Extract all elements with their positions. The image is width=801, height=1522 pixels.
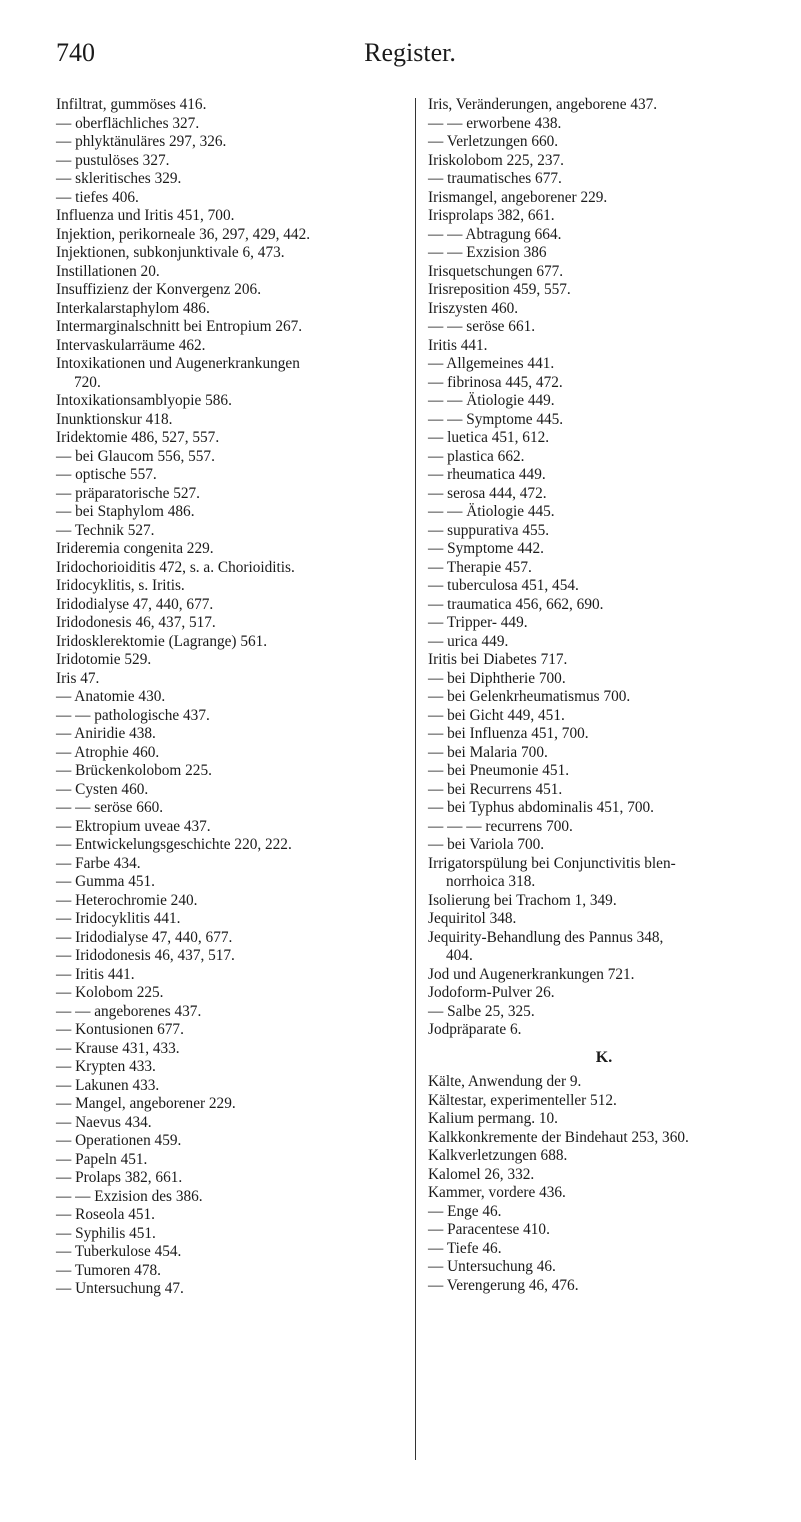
index-entry (428, 966, 780, 985)
entry-text: Iridotomie 529. (56, 651, 152, 668)
index-entry (428, 263, 780, 282)
entry-text: — präparatorische 527. (56, 484, 200, 502)
entry-text: — bei Variola 700. (428, 836, 545, 853)
entry-text: — urica 449. (428, 632, 509, 650)
entry-text: — luetica 451, 612. (428, 429, 550, 446)
entry-text: — traumatica 456, 662, 690. (428, 595, 604, 613)
entry-text: Injektionen, subkonjunktivale 6, 473. (56, 244, 285, 261)
entry-text: — Krause 431, 433. (56, 1039, 180, 1057)
index-entry (56, 355, 408, 392)
index-entry (428, 1166, 780, 1185)
index-entry (56, 1003, 408, 1022)
entry-text: — Prolaps 382, 661. (56, 1169, 183, 1186)
entry-text: — bei Pneumonie 451. (428, 762, 570, 779)
entry-text: — — Ätiologie 445. (428, 503, 555, 520)
entry-text: — Aniridie 438. (56, 725, 156, 742)
index-entry (428, 762, 780, 781)
entry-text: — oberflächliches 327. (56, 114, 200, 132)
index-entry (428, 818, 780, 837)
entry-text: — plastica 662. (428, 447, 525, 465)
index-entry (428, 1203, 780, 1222)
index-entry (428, 1003, 780, 1022)
entry-text: — Technik 527. (56, 521, 155, 539)
index-entry (428, 170, 780, 189)
index-entry (56, 1132, 408, 1151)
entry-text: — — pathologische 437. (56, 706, 210, 724)
index-entry (56, 429, 408, 448)
entry-text: Influenza und Iritis 451, 700. (56, 207, 235, 224)
index-entry (428, 485, 780, 504)
entry-text: — Krypten 433. (56, 1058, 156, 1075)
index-entry (56, 1151, 408, 1170)
index-entry (56, 392, 408, 411)
index-entry (56, 244, 408, 263)
index-entry (56, 281, 408, 300)
entry-continuation: norrhoica 318. (446, 873, 536, 890)
entry-text: — Iridodonesis 46, 437, 517. (56, 947, 235, 964)
index-entry (56, 1243, 408, 1262)
entry-text: Intoxikationsamblyopie 586. (56, 392, 232, 409)
index-entry (56, 466, 408, 485)
entry-text: — — Ätiologie 449. (428, 392, 555, 409)
entry-text: Iriskolobom 225, 237. (428, 151, 564, 169)
index-entry (56, 411, 408, 430)
index-entry (56, 781, 408, 800)
index-entry (56, 1058, 408, 1077)
index-entry (56, 485, 408, 504)
entry-text: — — seröse 661. (428, 318, 536, 335)
index-entry (428, 448, 780, 467)
index-entry (428, 337, 780, 356)
index-entry (56, 1188, 408, 1207)
index-entry (56, 1114, 408, 1133)
entry-text: — Iridodialyse 47, 440, 677. (56, 928, 233, 946)
entry-text: — Tripper- 449. (428, 614, 528, 631)
entry-text: Iriszysten 460. (428, 299, 519, 317)
index-entry (428, 725, 780, 744)
entry-text: Interkalarstaphylom 486. (56, 299, 210, 317)
entry-text: — Therapie 457. (428, 558, 532, 576)
entry-text: — suppurativa 455. (428, 521, 550, 539)
index-entry (428, 540, 780, 559)
index-entry (428, 318, 780, 337)
page-title: Register. (364, 38, 456, 67)
index-entry (428, 152, 780, 171)
entry-text: Kalkverletzungen 688. (428, 1147, 568, 1164)
index-entry (428, 559, 780, 578)
entry-text: — Iritis 441. (56, 965, 135, 983)
entry-text: Irismangel, angeborener 229. (428, 188, 608, 206)
entry-text: Intoxikationen und Augenerkrankungen (56, 355, 300, 372)
index-entry (56, 170, 408, 189)
index-entry (428, 281, 780, 300)
index-entry (428, 355, 780, 374)
entry-text: — traumatisches 677. (428, 170, 562, 187)
index-entry (428, 96, 780, 115)
index-entry (428, 855, 780, 892)
index-section-k (428, 1049, 780, 1296)
entry-text: Kältestar, experimenteller 512. (428, 1091, 617, 1109)
index-entry (428, 1277, 780, 1296)
index-entry (56, 1280, 408, 1299)
entry-text: Kalomel 26, 332. (428, 1165, 535, 1183)
entry-text: — Gumma 451. (56, 873, 155, 890)
entry-text: — Enge 46. (428, 1202, 502, 1220)
index-entry (428, 577, 780, 596)
entry-text: — Ektropium uveae 437. (56, 817, 211, 835)
entry-text: — Syphilis 451. (56, 1224, 156, 1242)
index-entry (56, 115, 408, 134)
entry-text: — serosa 444, 472. (428, 484, 547, 502)
index-entry (428, 929, 780, 966)
entry-text: — Untersuchung 47. (56, 1280, 184, 1297)
index-entry (56, 318, 408, 337)
entry-text: Kalium permang. 10. (428, 1110, 558, 1127)
index-entry (428, 633, 780, 652)
entry-text: Iridodonesis 46, 437, 517. (56, 614, 216, 631)
index-column-left (56, 96, 408, 1299)
index-entry (56, 207, 408, 226)
index-entry (428, 670, 780, 689)
index-entry (428, 226, 780, 245)
index-entry (428, 596, 780, 615)
entry-text: — Iridocyklitis 441. (56, 910, 181, 927)
entry-text: — Heterochromie 240. (56, 891, 198, 909)
index-entry (428, 1073, 780, 1092)
index-entry (428, 744, 780, 763)
entry-text: — bei Gicht 449, 451. (428, 706, 565, 724)
entry-text: — Paracentese 410. (428, 1221, 550, 1238)
index-entry (56, 503, 408, 522)
index-entry (56, 633, 408, 652)
entry-text: — fibrinosa 445, 472. (428, 373, 563, 391)
index-entry (428, 429, 780, 448)
column-divider (415, 98, 416, 1460)
index-entry (56, 1206, 408, 1225)
index-entry (56, 1225, 408, 1244)
entry-text: Irrigatorspülung bei Conjunctivitis blen- (428, 854, 676, 872)
entry-text: Iritis 441. (428, 336, 488, 354)
index-entry (56, 226, 408, 245)
page-number: 740 (56, 38, 95, 67)
entry-text: Irisprolaps 382, 661. (428, 207, 555, 224)
entry-text: — Verletzungen 660. (428, 133, 559, 150)
index-entry (428, 300, 780, 319)
index-entry (56, 818, 408, 837)
index-entry (428, 1258, 780, 1277)
index-entry (56, 614, 408, 633)
index-entry (428, 1147, 780, 1166)
entry-text: Iridocyklitis, s. Iritis. (56, 577, 185, 594)
entry-text: — bei Staphylom 486. (56, 503, 195, 520)
entry-text: — skleritisches 329. (56, 170, 182, 187)
entry-text: — Lakunen 433. (56, 1076, 160, 1094)
entry-text: — bei Gelenkrheumatismus 700. (428, 688, 631, 705)
entry-text: Jod und Augenerkrankungen 721. (428, 965, 635, 983)
index-entry (428, 799, 780, 818)
entry-text: — phlyktänuläres 297, 326. (56, 133, 227, 150)
entry-text: Infiltrat, gummöses 416. (56, 96, 207, 113)
entry-text: Insuffizienz der Konvergenz 206. (56, 281, 262, 298)
entry-text: Iris 47. (56, 669, 100, 687)
index-entry (56, 1040, 408, 1059)
entry-text: — bei Influenza 451, 700. (428, 725, 589, 742)
index-entry (56, 337, 408, 356)
entry-text: Inunktionskur 418. (56, 410, 173, 428)
index-entry (428, 1092, 780, 1111)
index-entry (56, 947, 408, 966)
index-entry (428, 910, 780, 929)
entry-text: — Operationen 459. (56, 1132, 182, 1149)
entry-text: — tuberculosa 451, 454. (428, 577, 579, 594)
entry-text: Jequirity-Behandlung des Pannus 348, (428, 928, 664, 946)
entry-text: — optische 557. (56, 466, 157, 483)
entry-continuation: 404. (446, 947, 473, 964)
entry-text: — Symptome 442. (428, 540, 545, 557)
index-entry (428, 651, 780, 670)
entry-text: — — Exzision 386 (428, 244, 547, 261)
index-entry (428, 189, 780, 208)
entry-text: Iridektomie 486, 527, 557. (56, 429, 220, 446)
index-entry (428, 614, 780, 633)
index-entry (56, 836, 408, 855)
index-entry (56, 263, 408, 282)
index-entry (56, 559, 408, 578)
index-entry (428, 1240, 780, 1259)
page-header (0, 38, 801, 78)
index-entry (56, 744, 408, 763)
entry-text: Jodoform-Pulver 26. (428, 984, 555, 1001)
entry-text: Kammer, vordere 436. (428, 1184, 566, 1201)
entry-text: Irisquetschungen 677. (428, 262, 564, 280)
index-section-i-j (428, 96, 780, 1040)
entry-text: — Tumoren 478. (56, 1261, 161, 1279)
entry-text: Kalkkonkremente der Bindehaut 253, 360. (428, 1128, 689, 1146)
section-heading-k: K. (595, 1048, 613, 1066)
index-entry (56, 799, 408, 818)
entry-text: — Brückenkolobom 225. (56, 762, 212, 779)
index-entry (56, 910, 408, 929)
entry-text: — Tuberkulose 454. (56, 1243, 182, 1260)
entry-text: — Papeln 451. (56, 1150, 148, 1168)
index-entry (428, 1184, 780, 1203)
index-entry (428, 781, 780, 800)
entry-text: — bei Malaria 700. (428, 743, 548, 761)
entry-text: — Atrophie 460. (56, 743, 160, 761)
entry-text: Intermarginalschnitt bei Entropium 267. (56, 318, 303, 335)
entry-text: — Mangel, angeborener 229. (56, 1095, 236, 1112)
index-entry (56, 577, 408, 596)
index-entry (56, 596, 408, 615)
entry-text: Jodpräparate 6. (428, 1021, 522, 1038)
entry-text: — Kolobom 225. (56, 984, 164, 1001)
index-entry (56, 540, 408, 559)
index-entry (56, 189, 408, 208)
entry-text: Jequiritol 348. (428, 910, 517, 927)
entry-text: — Farbe 434. (56, 854, 141, 872)
index-entry (428, 688, 780, 707)
index-entry (428, 244, 780, 263)
entry-text: Isolierung bei Trachom 1, 349. (428, 891, 617, 909)
index-entry (428, 503, 780, 522)
index-entry (56, 1262, 408, 1281)
entry-text: — Naevus 434. (56, 1113, 152, 1131)
index-entry (56, 966, 408, 985)
index-entry (428, 522, 780, 541)
entry-text: — — angeborenes 437. (56, 1002, 202, 1020)
entry-text: — bei Diphtherie 700. (428, 669, 566, 687)
index-entry (56, 300, 408, 319)
entry-text: — tiefes 406. (56, 188, 139, 206)
entry-text: — — Symptome 445. (428, 410, 564, 428)
index-entry (56, 929, 408, 948)
index-entry (428, 392, 780, 411)
index-entry (428, 466, 780, 485)
entry-text: — Tiefe 46. (428, 1239, 502, 1257)
entry-text: — Entwickelungsgeschichte 220, 222. (56, 836, 292, 853)
entry-text: — Kontusionen 677. (56, 1021, 184, 1038)
index-entry (428, 892, 780, 911)
index-entry (56, 762, 408, 781)
index-entry (56, 96, 408, 115)
entry-text: — — erworbene 438. (428, 114, 562, 132)
index-entry (428, 1021, 780, 1040)
index-entry (56, 670, 408, 689)
entry-text: — rheumatica 449. (428, 466, 546, 483)
entry-text: Instillationen 20. (56, 262, 160, 280)
index-entry (428, 207, 780, 226)
entry-text: Iritis bei Diabetes 717. (428, 651, 568, 668)
index-entry (56, 873, 408, 892)
index-entry (56, 725, 408, 744)
index-entry (428, 1221, 780, 1240)
index-entry (56, 522, 408, 541)
entry-text: — bei Typhus abdominalis 451, 700. (428, 799, 654, 816)
index-entry (56, 133, 408, 152)
entry-text: — — Exzision des 386. (56, 1187, 203, 1205)
index-entry (56, 1077, 408, 1096)
index-entry (428, 707, 780, 726)
index-entry (428, 984, 780, 1003)
entry-text: — — seröse 660. (56, 799, 164, 816)
index-entry (56, 688, 408, 707)
entry-text: Kälte, Anwendung der 9. (428, 1073, 582, 1090)
entry-text: — Cysten 460. (56, 780, 149, 798)
index-entry (56, 651, 408, 670)
entry-text: Iridosklerektomie (Lagrange) 561. (56, 632, 268, 650)
entry-text: — Allgemeines 441. (428, 355, 555, 372)
index-entry (56, 707, 408, 726)
index-entry (428, 374, 780, 393)
index-entry (56, 855, 408, 874)
entry-text: — Salbe 25, 325. (428, 1002, 535, 1020)
entry-text: Iridochorioiditis 472, s. a. Chorioiditis. (56, 558, 295, 576)
index-entry (428, 1110, 780, 1129)
entry-text: — Roseola 451. (56, 1206, 155, 1223)
entry-text: — Untersuchung 46. (428, 1258, 556, 1275)
entry-text: — — — recurrens 700. (428, 817, 573, 835)
entry-text: — — Abtragung 664. (428, 225, 562, 243)
index-entry (56, 448, 408, 467)
entry-continuation: 720. (74, 373, 101, 391)
index-entry (428, 1129, 780, 1148)
entry-text: Irisreposition 459, 557. (428, 281, 571, 298)
index-entry (428, 115, 780, 134)
entry-text: Iridodialyse 47, 440, 677. (56, 595, 214, 613)
index-entry (428, 133, 780, 152)
entry-text: — Verengerung 46, 476. (428, 1276, 579, 1294)
entry-text: Irideremia congenita 229. (56, 540, 214, 557)
index-entry (56, 1021, 408, 1040)
entry-text: — bei Glaucom 556, 557. (56, 447, 215, 465)
entry-text: — bei Recurrens 451. (428, 780, 563, 798)
entry-text: — Anatomie 430. (56, 688, 166, 705)
entry-text: Intervaskularräume 462. (56, 336, 206, 354)
index-entry (56, 152, 408, 171)
entry-text: Injektion, perikorneale 36, 297, 429, 442. (56, 225, 311, 243)
index-entry (56, 1095, 408, 1114)
index-entry (428, 411, 780, 430)
index-entry (56, 1169, 408, 1188)
entry-text: Iris, Veränderungen, angeborene 437. (428, 96, 658, 113)
index-entry (428, 836, 780, 855)
index-entry (56, 984, 408, 1003)
index-entry (56, 892, 408, 911)
entry-text: — pustulöses 327. (56, 151, 170, 169)
index-column-right (428, 96, 780, 1295)
